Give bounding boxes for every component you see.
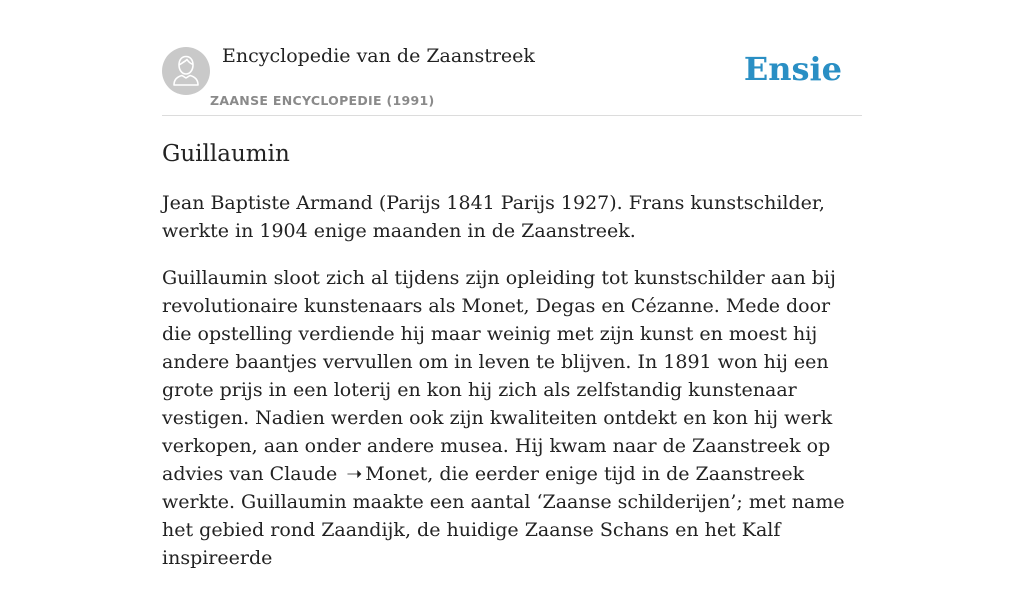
arrow-right-icon: ➝ (346, 463, 363, 485)
brand-logo[interactable]: Ensie (743, 50, 842, 88)
body-text-after-link: , die eerder enige tijd in de Zaanstreek werkte. Guillaumin maakte een aantal ‘Zaanse schilderijen’; met name het gebied rond Zaandijk, de huidige Zaanse Schans en het Kalf inspireerde (162, 463, 845, 569)
page-title: Guillaumin (162, 141, 290, 167)
monet-link[interactable]: Monet (365, 463, 428, 485)
source-title[interactable]: Encyclopedie van de Zaanstreek (222, 45, 535, 67)
user-icon[interactable] (162, 47, 210, 95)
article (162, 136, 864, 591)
source-subtitle[interactable]: ZAANSE ENCYCLOPEDIE (1991) (210, 93, 435, 108)
source-header (162, 0, 862, 116)
body-paragraph (162, 264, 864, 572)
body-text-before-link: Guillaumin sloot zich al tijdens zijn opleiding tot kunstschilder aan bij revolutionaire kunstenaars als Monet, Degas en Cézanne. Mede door die opstelling verdiende hij maar weinig met zijn kunst en moest hij andere baantjes vervullen om in leven te blijven. In 1891 won hij een grote prijs in een loterij en kon hij zich als zelfstandig kunstenaar vestigen. Nadien werden ook zijn kwaliteiten ontdekt en kon hij werk verkopen, aan onder andere musea. Hij kwam naar de Zaanstreek op advies van Claude (162, 267, 836, 485)
intro-paragraph: Jean Baptiste Armand (Parijs 1841 Parijs 1927). Frans kunstschilder, werkte in 1904 enige maanden in de Zaanstreek. (162, 192, 825, 242)
